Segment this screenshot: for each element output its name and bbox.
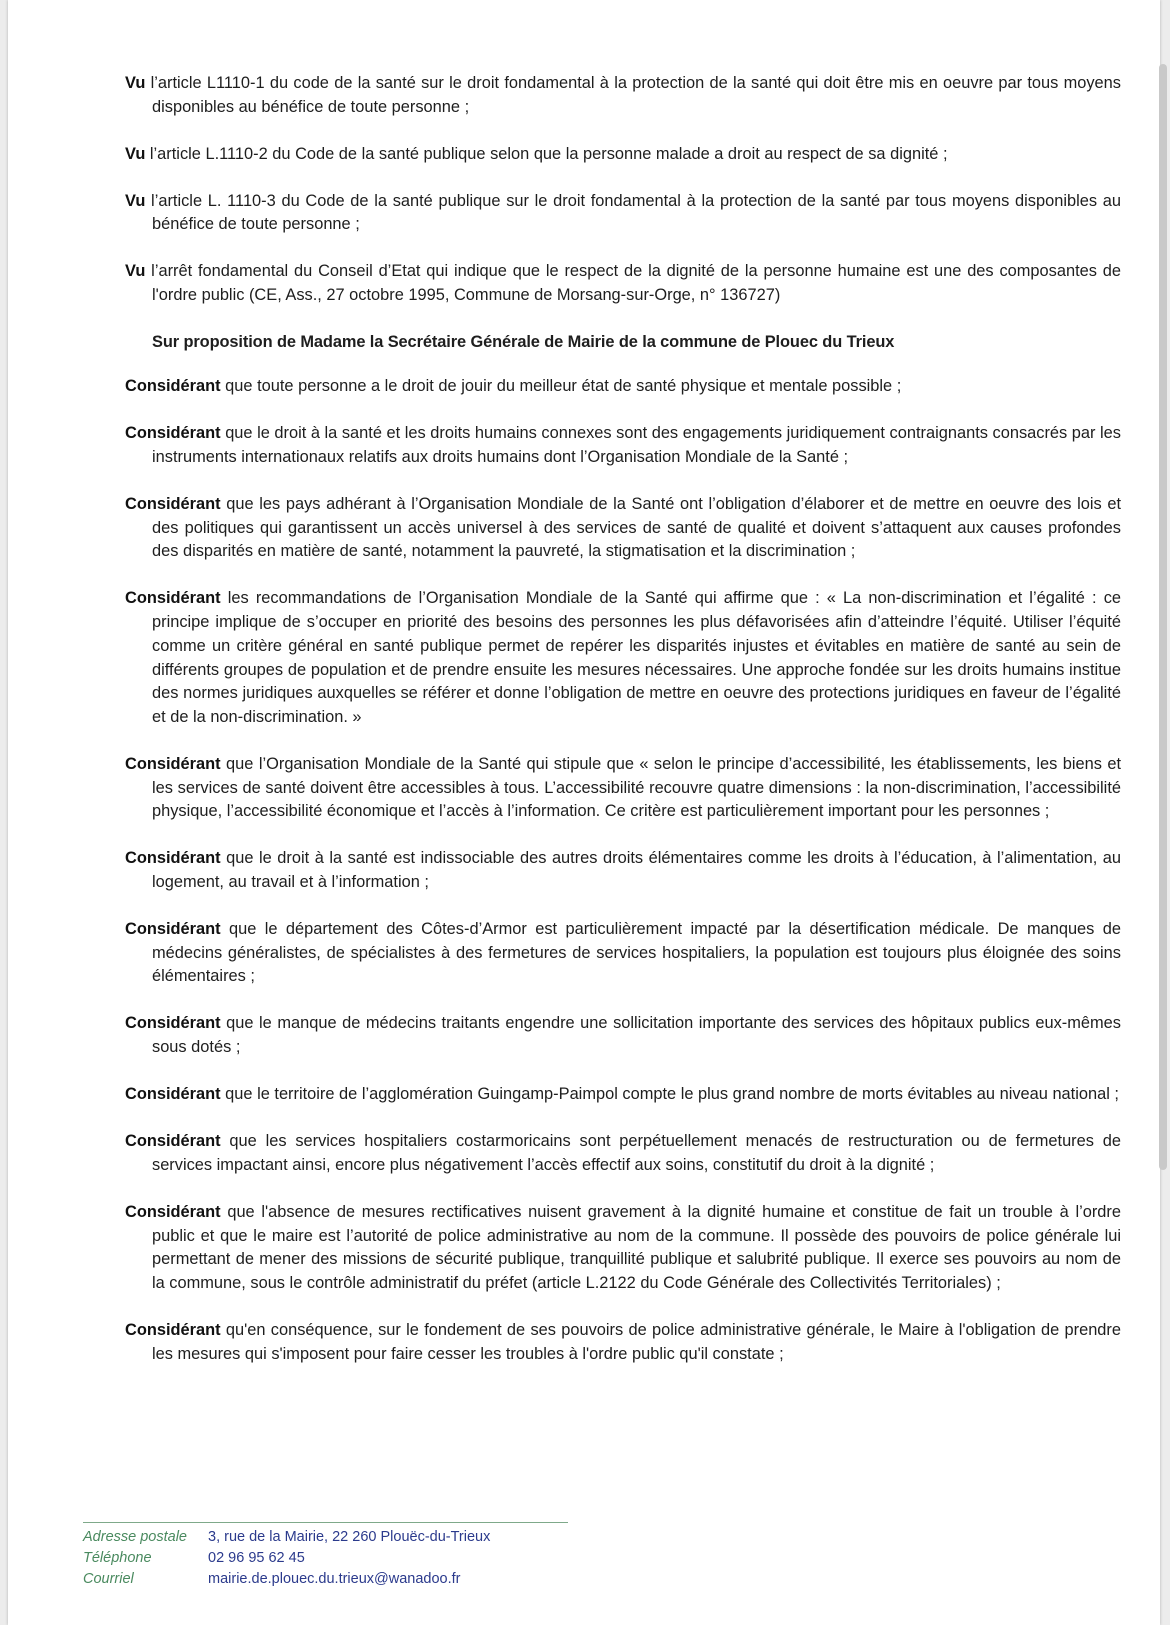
phone-label: Téléphone [83,1550,152,1566]
considerant-text: que le droit à la santé est indissociable des autres droits élémentaires comme les droits à l’éducation, à l’alimentation, au logement, au travail et à l’information ; [152,849,1121,892]
considerant-text: que le droit à la santé et les droits humains connexes sont des engagements juridiquement contraignants consacrés par les instruments internationaux relatifs aux droits humains dont l’Organisation Mondiale de la Santé ; [152,424,1121,467]
considerant-keyword: Considérant [125,589,221,608]
vu-paragraph [125,190,1121,237]
proposition-line: Sur proposition de Madame la Secrétaire Générale de Mairie de la commune de Plouec du Trieux [152,333,895,352]
vu-paragraph [125,143,1121,167]
considerant-keyword: Considérant [125,495,221,514]
vu-text: l’article L1110-1 du code de la santé sur le droit fondamental à la protection de la santé qui doit être mis en oeuvre par tous moyens disponibles au bénéfice de toute personne ; [145,74,1121,116]
vu-keyword: Vu [125,144,146,163]
considerant-text: que le territoire de l’agglomération Guingamp-Paimpol compte le plus grand nombre de morts évitables au niveau national ; [220,1085,1119,1104]
vu-paragraph [125,260,1121,307]
vu-keyword: Vu [125,74,146,92]
considerant-keyword: Considérant [125,424,221,443]
footer-address-row [83,1527,603,1548]
considerant-text: les recommandations de l’Organisation Mondiale de la Santé qui affirme que : « La non-discrimination et l’égalité : ce principe implique de s’occuper en priorité des besoins des personnes les plus défavorisées afin d’atteindre l’équité. Utiliser l’équité comme un critère général en santé publique permet de repérer les disparités injustes et évitables en matière de santé au sein de différents groupes de population et de prendre ensuite les mesures nécessaires. Une approche fondée sur les droits humains institue des normes juridiques auxquelles se référer et donne l’obligation de mettre en oeuvre des protections juridiques en faveur de l’égalité et de la non-discrimination. » [152,589,1121,726]
considerant-paragraph [125,1319,1121,1366]
considerant-text: que les services hospitaliers costarmoricains sont perpétuellement menacés de restructuration ou de fermetures de services impactant ainsi, encore plus négativement l’accès effectif aux soins, constitutif du droit à la dignité ; [152,1132,1121,1174]
considerant-text: que toute personne a le droit de jouir du meilleur état de santé physique et mentale possible ; [220,377,902,396]
vertical-scrollbar[interactable] [1159,64,1167,1170]
phone-value: 02 96 95 62 45 [208,1550,305,1566]
considerant-text: que le manque de médecins traitants engendre une sollicitation importante des services des hôpitaux publics eux-mêmes sous dotés ; [152,1014,1121,1057]
considerant-text: que le département des Côtes-d’Armor est particulièrement impacté par la désertification médicale. De manques de médecins généralistes, de spécialistes à des fermetures de services hospitaliers, la population est toujours plus éloignée des soins élémentaires ; [152,920,1121,986]
footer-divider [83,1522,568,1523]
considerant-keyword: Considérant [125,920,221,939]
document-body [125,72,1121,1390]
document-page [8,0,1160,1625]
considerant-text: que l'absence de mesures rectificatives nuisent gravement à la dignité humaine et constitue de fait un trouble à l’ordre public et que le maire est l’autorité de police administrative au nom de la commune. Il possède des pouvoirs de police générale lui permettant de mener des missions de sécurité publique, tranquillité publique et salubrité publique. Il exerce ses pouvoirs au nom de la commune, sous le contrôle administratif du préfet (article L.2122 du Code Générale des Collectivités Territoriales) ; [152,1202,1121,1292]
considerant-paragraph [125,847,1121,894]
considerant-keyword: Considérant [125,1132,221,1151]
considerant-keyword: Considérant [125,1014,221,1033]
vu-text: l’article L.1110-2 du Code de la santé publique selon que la personne malade a droit au respect de sa dignité ; [145,144,948,163]
footer-contact [83,1527,603,1590]
footer-email-row [83,1569,603,1590]
considerant-paragraph [125,1083,1121,1107]
considerant-paragraph [125,422,1121,469]
considerant-paragraph [125,1130,1121,1177]
considerant-keyword: Considérant [125,1202,221,1221]
considerant-paragraph [125,918,1121,989]
email-label: Courriel [83,1571,134,1587]
address-value: 3, rue de la Mairie, 22 260 Plouëc-du-Trieux [208,1529,491,1545]
considerant-keyword: Considérant [125,1320,221,1339]
footer-phone-row [83,1548,603,1569]
considerant-text: que l’Organisation Mondiale de la Santé qui stipule que « selon le principe d’accessibilité, les établissements, les biens et les services de santé doivent être accessibles à tous. L’accessibilité recouvre quatre dimensions : la non-discrimination, l’accessibilité physique, l’accessibilité économique et l’accès à l’information. Ce critère est particulièrement important pour les personnes ; [152,754,1121,821]
considerant-paragraph [125,1201,1121,1296]
vu-text: l’article L. 1110-3 du Code de la santé publique sur le droit fondamental à la protection de la santé par tous moyens disponibles au bénéfice de toute personne ; [145,191,1121,234]
vu-keyword: Vu [125,262,146,281]
considerant-keyword: Considérant [125,377,221,396]
address-label: Adresse postale [83,1529,187,1545]
considerant-paragraph [125,587,1121,729]
email-link[interactable]: mairie.de.plouec.du.trieux@wanadoo.fr [208,1571,461,1587]
considerant-paragraph [125,375,1121,399]
vu-paragraph [125,72,1121,119]
considerant-paragraph [125,493,1121,564]
considerant-keyword: Considérant [125,849,221,868]
considerant-text: qu'en conséquence, sur le fondement de ses pouvoirs de police administrative générale, le Maire à l'obligation de prendre les mesures qui s'imposent pour faire cesser les troubles à l'ordre public qu'il constate ; [152,1320,1121,1363]
considerant-keyword: Considérant [125,754,221,773]
considerant-paragraph [125,753,1121,824]
vu-text: l’arrêt fondamental du Conseil d’Etat qui indique que le respect de la dignité de la personne humaine est une des composantes de l'ordre public (CE, Ass., 27 octobre 1995, Commune de Morsang-sur-Orge, n° 136727) [145,262,1121,305]
considerant-text: que les pays adhérant à l’Organisation Mondiale de la Santé ont l’obligation d’élaborer et de mettre en oeuvre des lois et des politiques qui garantissent un accès universel à des services de santé de qualité et doivent s’attaquent aux causes profondes des disparités en matière de santé, notamment la pauvreté, la stigmatisation et la discrimination ; [152,495,1121,561]
vu-keyword: Vu [125,191,146,210]
considerant-paragraph [125,1012,1121,1059]
considerant-keyword: Considérant [125,1085,221,1104]
